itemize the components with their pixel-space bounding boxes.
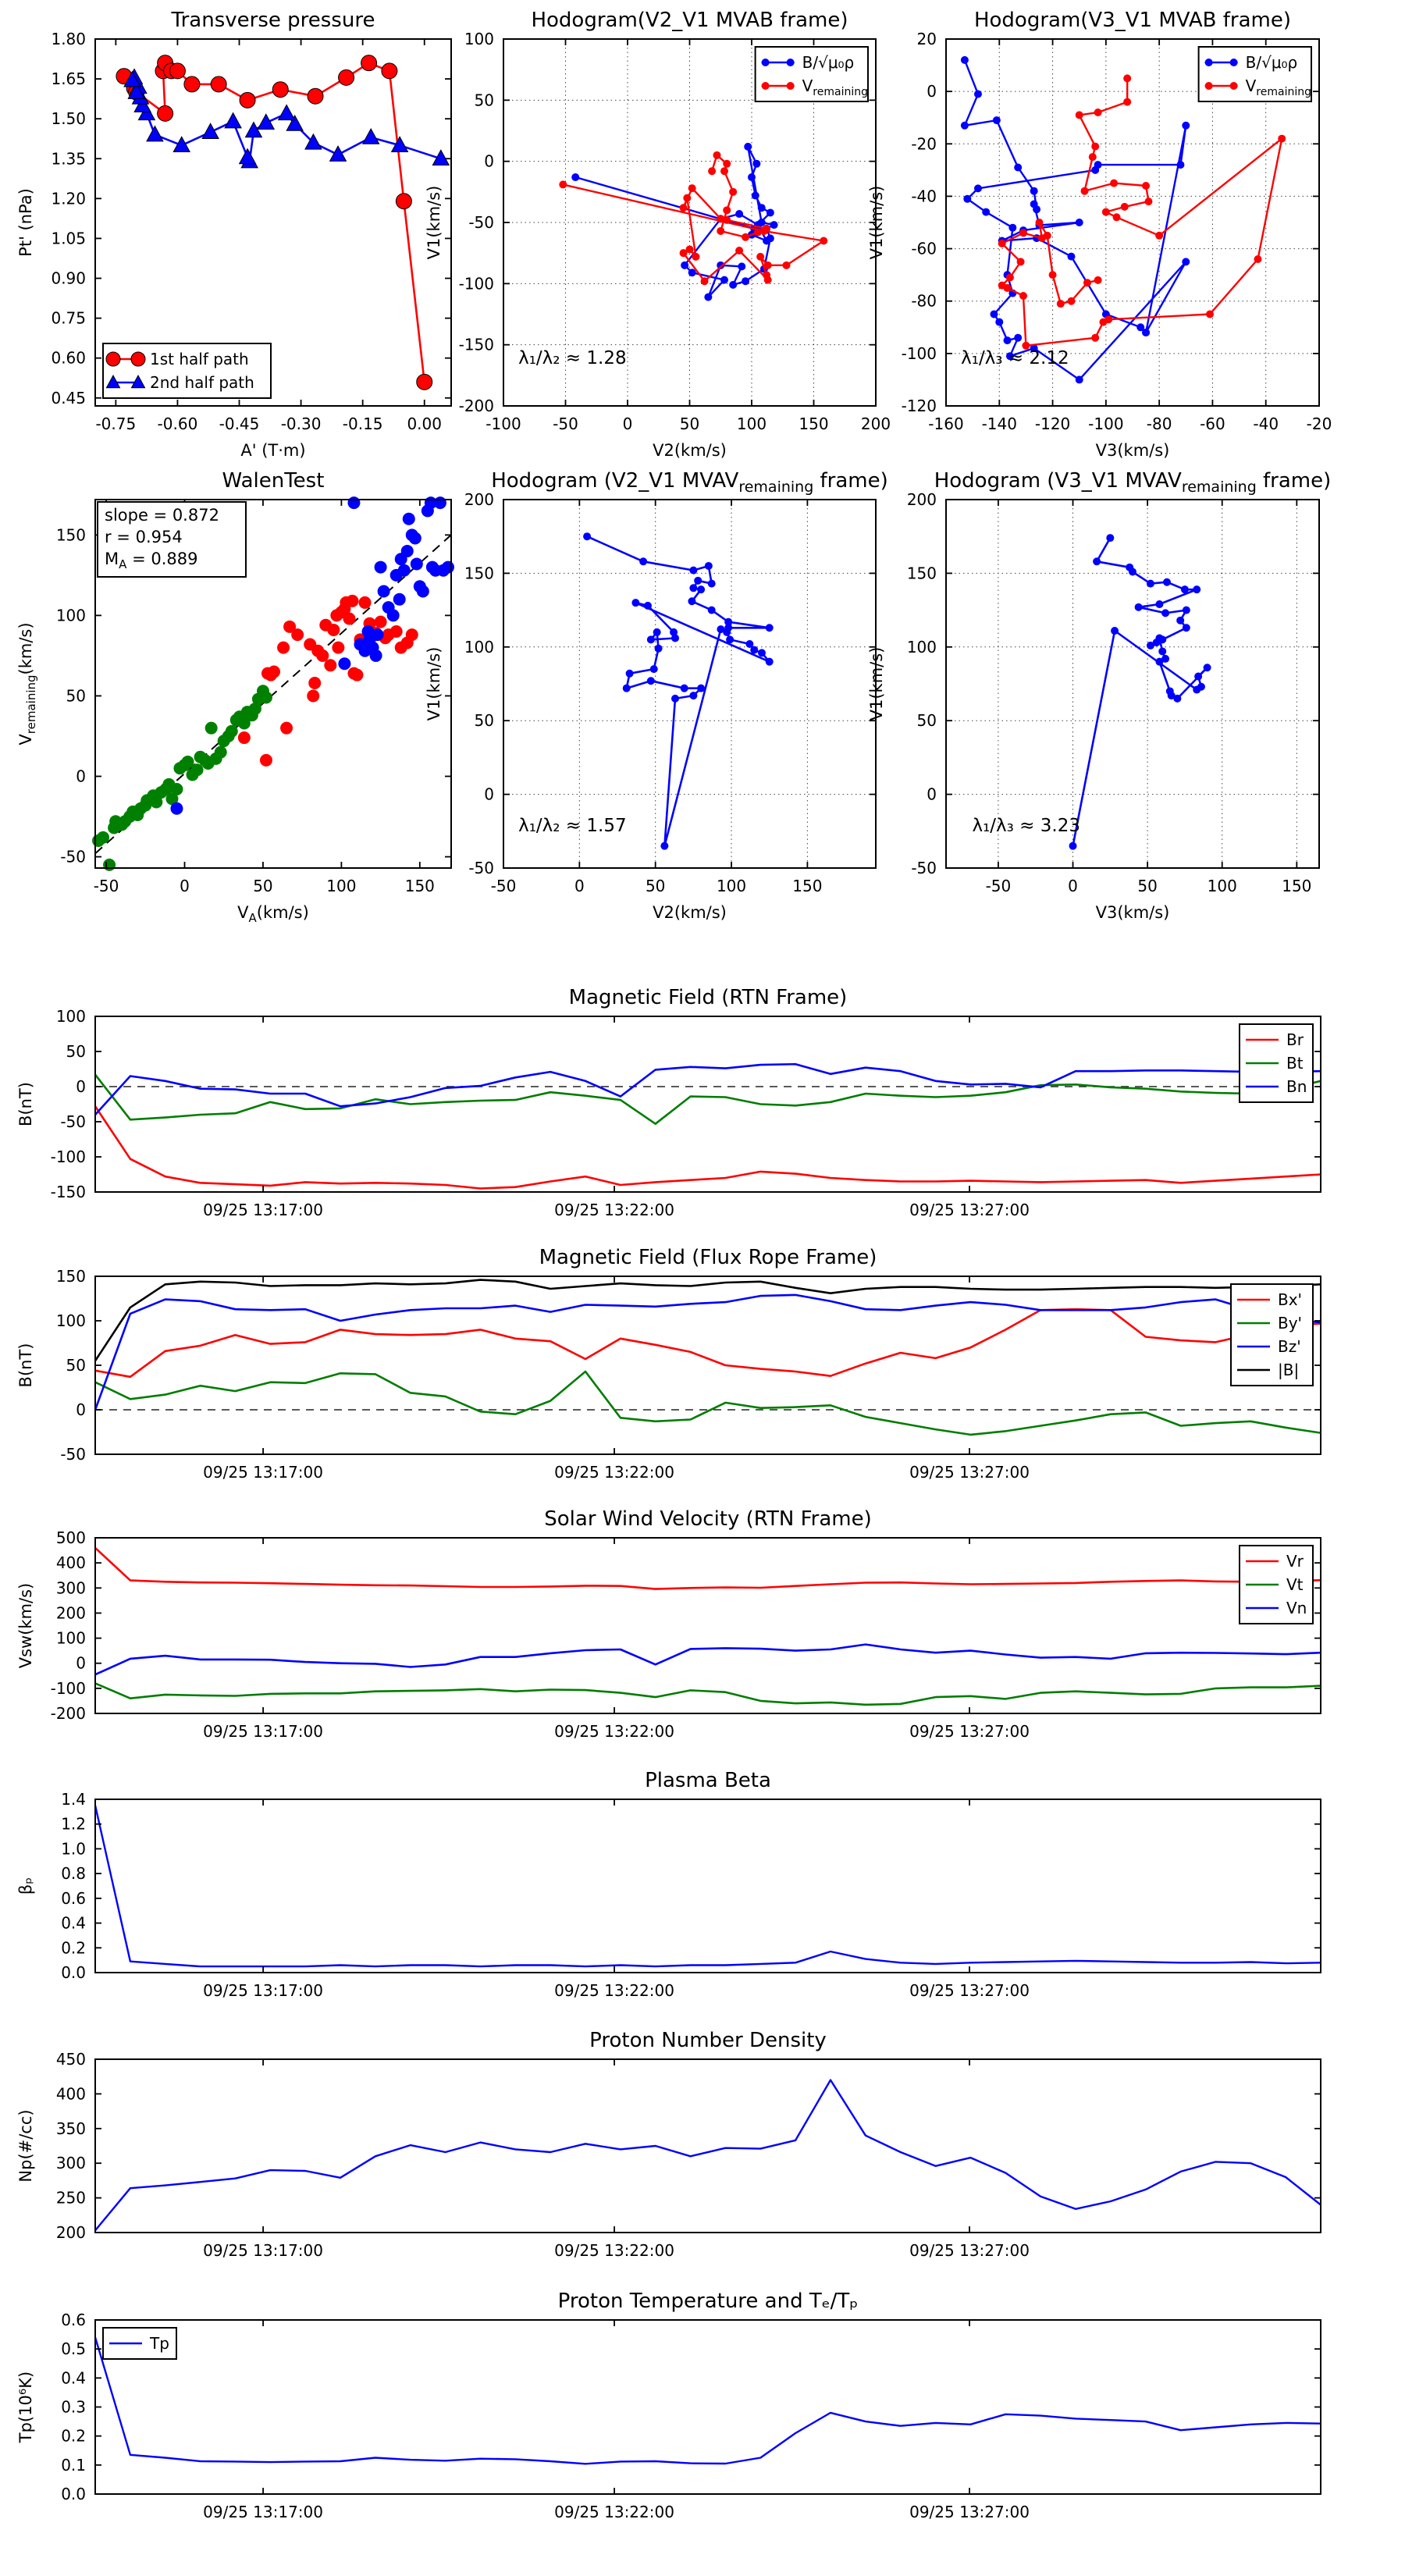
- legend: [103, 343, 271, 398]
- svg-text:09/25 13:27:00: 09/25 13:27:00: [909, 1722, 1030, 1741]
- svg-text:50: 50: [916, 711, 937, 731]
- svg-text:-200: -200: [50, 1704, 86, 1723]
- svg-text:-50: -50: [911, 859, 937, 877]
- svg-text:09/25 13:22:00: 09/25 13:22:00: [554, 2503, 674, 2521]
- svg-text:-50: -50: [60, 847, 86, 866]
- panel-hodogram-v2v1-mvab: [414, 4, 913, 467]
- svg-text:-20: -20: [1306, 415, 1332, 433]
- chart-title: Hodogram (V3_V1 $MVAV_{remaining}$ frame): [934, 469, 1332, 496]
- panel-plasma-beta: [5, 1764, 1358, 2033]
- svg-text:150: 150: [792, 877, 823, 895]
- svg-text:300: 300: [55, 1578, 86, 1598]
- svg-text:-200: -200: [458, 397, 494, 415]
- svg-text:0.75: 0.75: [51, 308, 86, 328]
- svg-text:-160: -160: [928, 415, 964, 433]
- svg-text:Vremaining: $V_{remaining}$: [1245, 76, 1312, 98]
- svg-text:0.00: 0.00: [407, 415, 442, 433]
- svg-text:1.50: 1.50: [51, 109, 86, 129]
- svg-text:50: 50: [679, 415, 700, 433]
- chart-title: Magnetic Field (RTN Frame): [568, 986, 848, 1009]
- svg-text:50: 50: [253, 877, 273, 895]
- svg-text:09/25 13:27:00: 09/25 13:27:00: [909, 2241, 1030, 2260]
- y-axis-label: V1(km/s): [867, 646, 886, 721]
- svg-text:100: 100: [55, 606, 86, 625]
- svg-text:50: 50: [474, 91, 494, 110]
- svg-text:1.80: 1.80: [51, 30, 86, 48]
- chart-title: WalenTest: [222, 469, 325, 493]
- svg-text:350: 350: [55, 2119, 86, 2138]
- chart-title: Hodogram(V2_V1 MVAB frame): [531, 9, 848, 32]
- chart-title: Magnetic Field (Flux Rope Frame): [539, 1246, 877, 1269]
- svg-text:-150: -150: [458, 335, 494, 354]
- svg-text:-150: -150: [50, 1183, 86, 1201]
- svg-text:09/25 13:17:00: 09/25 13:17:00: [203, 1201, 324, 1219]
- stats-box: [98, 502, 246, 577]
- series-vn: [95, 1645, 1321, 1675]
- svg-text:0.1: 0.1: [61, 2455, 86, 2475]
- svg-text:09/25 13:27:00: 09/25 13:27:00: [909, 1201, 1030, 1219]
- svg-text:-50: -50: [490, 877, 517, 895]
- svg-text:0.2: 0.2: [61, 1938, 86, 1958]
- svg-text:1.35: 1.35: [51, 149, 86, 169]
- x-axis-label: V2(km/s): [653, 441, 727, 460]
- axes-frame: [946, 500, 1319, 868]
- svg-text:0.0: 0.0: [61, 2485, 86, 2503]
- svg-text:Vremaining: $V_{remaining}$: [802, 76, 869, 98]
- y-axis-label: B(nT): [16, 1082, 35, 1126]
- svg-text:B/√μ₀ρ: B/√μ₀ρ: [1245, 53, 1298, 72]
- axes-frame: [95, 2059, 1321, 2233]
- svg-text:-50: -50: [468, 213, 494, 232]
- svg-text:-50: -50: [93, 877, 119, 895]
- y-axis-label: $V_{remaining}(km/s)$: [16, 622, 39, 745]
- svg-text:-50: -50: [985, 877, 1012, 895]
- series-bn: [95, 1064, 1321, 1115]
- svg-text:1.2: 1.2: [61, 1814, 86, 1834]
- svg-text:|B|: |B|: [1278, 1361, 1300, 1379]
- annotation: λ₁/λ₃ ≈ 2.12: [961, 347, 1069, 368]
- series-second-half-path: [124, 69, 449, 168]
- chart-title: Proton Number Density: [589, 2029, 827, 2052]
- svg-text:09/25 13:17:00: 09/25 13:17:00: [203, 1981, 324, 2000]
- svg-text:50: 50: [474, 711, 494, 731]
- panel-solar-wind-velocity: [5, 1503, 1358, 1774]
- svg-text:-0.60: -0.60: [157, 415, 198, 433]
- svg-text:200: 200: [55, 2223, 86, 2242]
- svg-text:50: 50: [66, 1356, 86, 1375]
- svg-text:09/25 13:17:00: 09/25 13:17:00: [203, 1463, 324, 1482]
- axes-frame: [95, 1799, 1321, 1973]
- y-axis-label: Np(#/cc): [16, 2109, 35, 2183]
- svg-text:-0.30: -0.30: [280, 415, 322, 433]
- chart-title: Transverse pressure: [171, 9, 375, 32]
- svg-text:150: 150: [55, 525, 86, 545]
- svg-text:50: 50: [1137, 877, 1158, 895]
- svg-text:09/25 13:17:00: 09/25 13:17:00: [203, 1722, 324, 1741]
- svg-text:-60: -60: [911, 239, 937, 258]
- svg-text:450: 450: [55, 2050, 86, 2069]
- svg-text:-100: -100: [50, 1678, 86, 1698]
- axis-ticks: [56, 1267, 1321, 1482]
- chart-title: Solar Wind Velocity (RTN Frame): [544, 1507, 872, 1531]
- panel-hodogram-v2v1-mvav: [414, 464, 913, 929]
- svg-text:50: 50: [66, 686, 86, 706]
- panel-hodogram-v3v1-mvav: [856, 464, 1357, 929]
- svg-text:0.0: 0.0: [61, 1963, 86, 1982]
- svg-text:Bt: Bt: [1286, 1054, 1304, 1073]
- svg-text:100: 100: [55, 1628, 86, 1648]
- panel-magnetic-field-rtn: [5, 981, 1358, 1253]
- svg-text:-0.75: -0.75: [95, 415, 137, 433]
- series-vt: [95, 1683, 1321, 1704]
- svg-text:By': By': [1278, 1314, 1303, 1332]
- svg-text:09/25 13:17:00: 09/25 13:17:00: [203, 2241, 324, 2260]
- svg-text:50: 50: [645, 877, 666, 895]
- y-axis-label: B(nT): [16, 1343, 35, 1388]
- legend: [756, 47, 868, 101]
- series-np: [95, 2080, 1321, 2231]
- grid: [503, 500, 876, 868]
- series-v-remaining: [559, 151, 827, 285]
- svg-text:-80: -80: [1146, 415, 1172, 433]
- svg-text:B/√μ₀ρ: B/√μ₀ρ: [802, 53, 855, 72]
- svg-text:0.45: 0.45: [51, 388, 86, 407]
- svg-text:100: 100: [326, 877, 357, 895]
- x-axis-label: V3(km/s): [1095, 441, 1170, 460]
- svg-text:0: 0: [927, 82, 937, 101]
- svg-text:MA = 0.889: $M_A = 0.889$: [105, 550, 198, 572]
- svg-text:100: 100: [55, 1311, 86, 1330]
- annotation: λ₁/λ₂ ≈ 1.57: [518, 815, 627, 836]
- svg-text:0: 0: [76, 1400, 86, 1419]
- grid: [946, 500, 1319, 868]
- series-b-mag: [95, 1280, 1321, 1361]
- panel-proton-temperature: [5, 2285, 1358, 2555]
- svg-text:0: 0: [484, 785, 494, 804]
- x-axis-label: $V_A(km/s)$: [237, 903, 309, 926]
- series-b-alfven: [571, 143, 777, 301]
- legend: [1240, 1546, 1313, 1624]
- svg-text:09/25 13:22:00: 09/25 13:22:00: [554, 1463, 674, 1482]
- y-axis-label: V1(km/s): [425, 646, 443, 721]
- svg-text:-40: -40: [1253, 415, 1279, 433]
- svg-text:150: 150: [404, 877, 435, 895]
- svg-text:Vn: Vn: [1286, 1599, 1307, 1617]
- svg-text:Bx': Bx': [1278, 1290, 1303, 1309]
- panel-magnetic-field-fluxrope: [5, 1241, 1358, 1515]
- svg-text:-40: -40: [911, 187, 937, 206]
- svg-text:0.3: 0.3: [61, 2397, 86, 2417]
- svg-text:100: 100: [464, 30, 494, 48]
- x-axis-label: V2(km/s): [653, 903, 727, 922]
- axis-ticks: [907, 490, 1319, 895]
- series-v3v1-path: [1069, 534, 1211, 850]
- chart-title: Hodogram(V3_V1 MVAB frame): [973, 9, 1292, 32]
- chart-title: Proton Temperature and Tₑ/Tₚ: [557, 2290, 859, 2313]
- svg-text:-100: -100: [50, 1147, 86, 1166]
- svg-text:150: 150: [906, 564, 937, 583]
- y-axis-label: Pt' (nPa): [16, 188, 35, 257]
- series-beta-p: [95, 1806, 1321, 1966]
- series-v2v1-path: [583, 532, 774, 849]
- svg-text:09/25 13:27:00: 09/25 13:27:00: [909, 1981, 1030, 2000]
- axes-frame: [503, 500, 876, 868]
- series-scatter-green: [92, 685, 272, 871]
- svg-text:100: 100: [55, 1007, 86, 1026]
- svg-text:slope = 0.872: slope = 0.872: [105, 506, 219, 525]
- svg-text:Tp: Tp: [150, 2334, 169, 2353]
- svg-text:Bz': Bz': [1278, 1337, 1301, 1356]
- svg-text:1.65: 1.65: [51, 69, 86, 89]
- svg-text:09/25 13:27:00: 09/25 13:27:00: [909, 2503, 1030, 2521]
- svg-text:50: 50: [66, 1042, 86, 1061]
- svg-text:-100: -100: [458, 274, 494, 294]
- svg-text:-80: -80: [911, 291, 937, 311]
- svg-text:0: 0: [622, 415, 633, 433]
- y-axis-label: βₚ: [16, 1877, 35, 1895]
- panel-proton-density: [5, 2024, 1358, 2293]
- svg-text:-50: -50: [60, 1112, 86, 1131]
- chart-title: Hodogram (V2_V1 $MVAV_{remaining}$ frame): [491, 469, 888, 496]
- svg-text:-20: -20: [911, 134, 937, 154]
- svg-text:Bn: Bn: [1286, 1077, 1307, 1096]
- svg-text:0.2: 0.2: [61, 2426, 86, 2446]
- y-axis-label: Vsw(km/s): [16, 1582, 35, 1669]
- svg-text:0: 0: [574, 877, 585, 895]
- svg-text:r = 0.954: r = 0.954: [105, 528, 183, 546]
- svg-text:-50: -50: [60, 1445, 86, 1464]
- svg-text:0.5: 0.5: [61, 2339, 86, 2359]
- svg-text:0: 0: [76, 1077, 86, 1096]
- svg-text:Vr: Vr: [1286, 1552, 1304, 1571]
- svg-text:0.6: 0.6: [61, 2311, 86, 2329]
- svg-text:0: 0: [180, 877, 190, 895]
- legend: [103, 2328, 176, 2359]
- svg-text:1st half path: 1st half path: [150, 350, 249, 368]
- svg-text:0: 0: [927, 785, 937, 804]
- svg-text:-0.45: -0.45: [219, 415, 260, 433]
- svg-text:09/25 13:17:00: 09/25 13:17:00: [203, 2503, 324, 2521]
- series-b-alfven: [961, 56, 1190, 384]
- svg-text:09/25 13:22:00: 09/25 13:22:00: [554, 1722, 674, 1741]
- svg-text:Br: Br: [1286, 1030, 1304, 1049]
- series-tp: [95, 2337, 1321, 2464]
- svg-text:0.6: 0.6: [61, 1888, 86, 1908]
- svg-text:500: 500: [55, 1528, 86, 1547]
- svg-text:-100: -100: [901, 343, 937, 363]
- svg-text:09/25 13:22:00: 09/25 13:22:00: [554, 2241, 674, 2260]
- svg-text:-120: -120: [901, 397, 937, 415]
- axis-ticks: [61, 1790, 1321, 2000]
- series-bx-prime: [95, 1309, 1321, 1377]
- axis-ticks: [51, 1007, 1321, 1219]
- series-bt: [95, 1075, 1321, 1124]
- panel-hodogram-v3v1-mvab: [856, 4, 1357, 467]
- svg-text:-0.15: -0.15: [342, 415, 383, 433]
- svg-text:-50: -50: [468, 859, 494, 877]
- svg-text:100: 100: [464, 637, 494, 656]
- svg-text:1.20: 1.20: [51, 189, 86, 208]
- annotation: λ₁/λ₃ ≈ 3.23: [972, 815, 1080, 836]
- svg-text:-100: -100: [1088, 415, 1124, 433]
- axis-ticks: [51, 1528, 1321, 1741]
- svg-text:100: 100: [716, 877, 747, 895]
- svg-text:20: 20: [916, 30, 937, 48]
- svg-text:0.4: 0.4: [61, 2368, 86, 2388]
- svg-text:0.90: 0.90: [51, 269, 86, 288]
- svg-text:150: 150: [1282, 877, 1312, 895]
- svg-text:300: 300: [55, 2154, 86, 2173]
- series-first-half-path: [116, 55, 432, 390]
- svg-text:0: 0: [1068, 877, 1078, 895]
- svg-text:-50: -50: [553, 415, 578, 433]
- y-axis-label: Tp(10⁶K): [16, 2371, 35, 2443]
- svg-text:200: 200: [55, 1603, 86, 1623]
- svg-text:0.8: 0.8: [61, 1864, 86, 1884]
- svg-text:150: 150: [55, 1267, 86, 1286]
- legend: [1199, 47, 1311, 101]
- axis-ticks: [61, 2311, 1321, 2521]
- svg-text:200: 200: [464, 490, 494, 509]
- series-vr: [95, 1548, 1321, 1589]
- x-axis-label: A' (T·m): [240, 441, 306, 460]
- svg-text:100: 100: [1207, 877, 1237, 895]
- svg-text:1.4: 1.4: [61, 1790, 86, 1809]
- y-axis-label: V1(km/s): [425, 185, 443, 260]
- svg-text:0: 0: [76, 767, 86, 786]
- svg-text:09/25 13:27:00: 09/25 13:27:00: [909, 1463, 1030, 1482]
- svg-text:1.0: 1.0: [61, 1839, 86, 1859]
- svg-text:-100: -100: [486, 415, 521, 433]
- chart-title: Plasma Beta: [645, 1769, 771, 1792]
- y-axis-label: V1(km/s): [867, 185, 886, 260]
- svg-text:100: 100: [906, 637, 937, 656]
- svg-text:2nd half path: 2nd half path: [150, 373, 254, 392]
- svg-text:150: 150: [464, 564, 494, 583]
- svg-text:09/25 13:22:00: 09/25 13:22:00: [554, 1981, 674, 2000]
- svg-text:0: 0: [76, 1653, 86, 1673]
- svg-text:200: 200: [860, 415, 891, 433]
- annotation: λ₁/λ₂ ≈ 1.28: [518, 347, 627, 368]
- svg-text:0.60: 0.60: [51, 348, 86, 368]
- series-v-remaining: [998, 74, 1286, 349]
- svg-text:-120: -120: [1034, 415, 1071, 433]
- svg-text:400: 400: [55, 2084, 86, 2104]
- svg-text:250: 250: [55, 2188, 86, 2208]
- legend: [1240, 1024, 1313, 1102]
- series-by-prime: [95, 1372, 1321, 1435]
- axes-frame: [95, 2320, 1321, 2494]
- axes-frame: [95, 1538, 1321, 1713]
- svg-text:-60: -60: [1200, 415, 1225, 433]
- svg-text:200: 200: [906, 490, 937, 509]
- legend: [1231, 1284, 1313, 1386]
- svg-text:100: 100: [736, 415, 767, 433]
- svg-text:1.05: 1.05: [51, 229, 86, 248]
- series-bz-prime: [95, 1295, 1321, 1410]
- svg-text:09/25 13:22:00: 09/25 13:22:00: [554, 1201, 674, 1219]
- svg-text:0: 0: [484, 151, 494, 171]
- x-axis-label: V3(km/s): [1095, 903, 1170, 922]
- svg-text:0.4: 0.4: [61, 1913, 86, 1933]
- svg-text:150: 150: [799, 415, 829, 433]
- svg-text:400: 400: [55, 1553, 86, 1573]
- svg-text:Vt: Vt: [1286, 1575, 1304, 1594]
- series-br: [95, 1106, 1321, 1188]
- svg-text:-140: -140: [981, 415, 1017, 433]
